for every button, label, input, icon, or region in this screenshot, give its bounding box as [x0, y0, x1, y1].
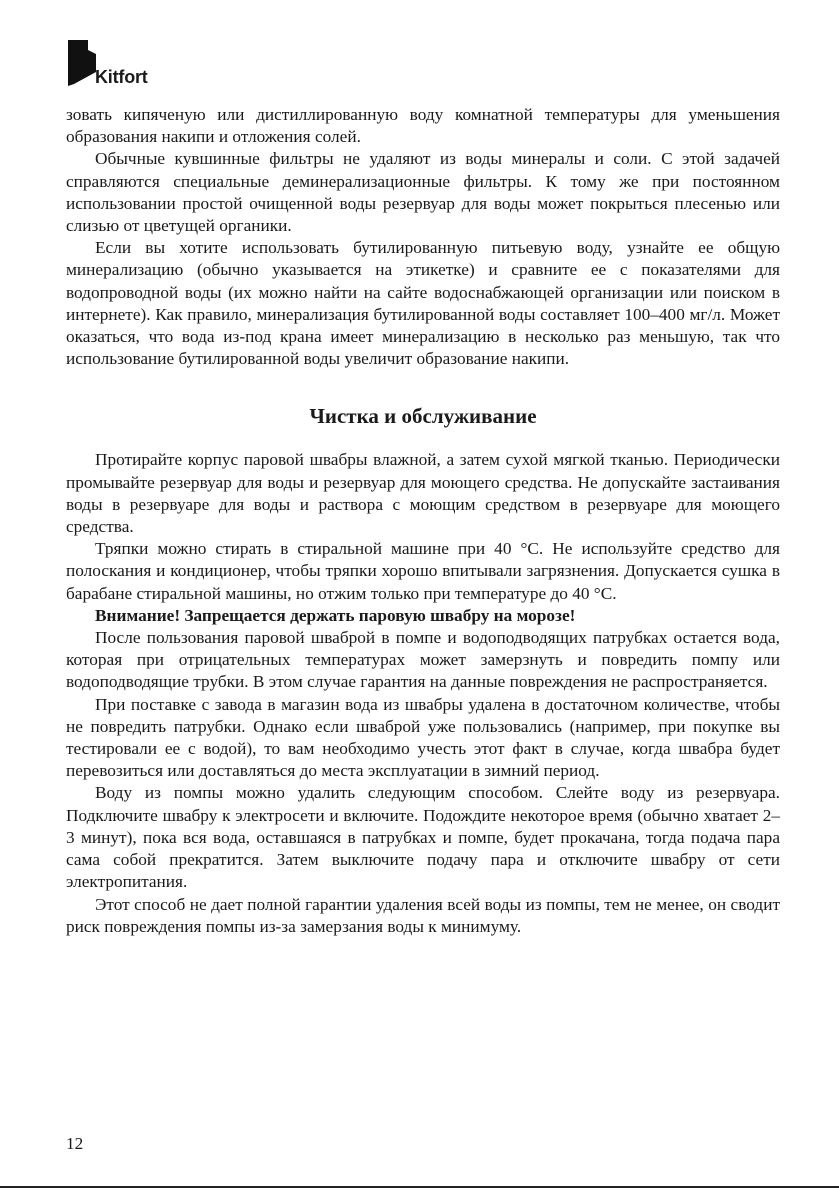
page-number: 12: [66, 1134, 84, 1153]
paragraph: зовать кипяченую или дистиллированную воду комнатной температуры для уменьшения образования накипи и отложения солей.: [66, 105, 780, 147]
warning-text: Внимание! Запрещается держать паровую швабру на морозе!: [95, 605, 576, 625]
paragraph: Протирайте корпус паровой швабры влажной, а затем сухой мягкой тканью. Периодически промывайте резервуар для воды и резервуар для моющего средства. Не допускайте застаивания воды в резервуаре для воды и раствора с моющим средством в резервуаре для моющего средства.: [66, 450, 780, 537]
section-heading: Чистка и обслуживание: [309, 404, 537, 429]
paragraph: Воду из помпы можно удалить следующим способом. Слейте воду из резервуара. Подключите швабру к электросети и включите. Подождите некоторое время (обычно хватает 2–3 минут), пока вся вода, оставшаяся в патрубках и помпе, будет прокачана, тогда подача пара сама собой прекратится. Затем выключите подачу пара и отключите швабру от сети электропитания.: [66, 783, 780, 892]
kitfort-logo-icon: [66, 40, 96, 86]
paragraph: После пользования паровой шваброй в помпе и водоподводящих патрубках остается вода, которая при отрицательных температурах может замерзнуть и повредить помпу или водоподводящие трубки. В этом случае гарантия на данные повреждения не распространяется.: [66, 628, 780, 692]
paragraph: При поставке с завода в магазин вода из швабры удалена в достаточном количестве, чтобы не повредить патрубки. Однако если шваброй уже пользовались (например, при покупке вы тестировали ее с водой), то вам необходимо учесть этот факт в случае, когда швабра будет перевозиться или доставляться до места эксплуатации в зимний период.: [66, 694, 780, 781]
paragraph: Если вы хотите использовать бутилированную питьевую воду, узнайте ее общую минерализацию (обычно указывается на этикетке) и сравните ее с показателями для водопроводной воды (их можно найти на сайте водоснабжающей организации или поиском в интернете). Как правило, минерализация бутилированной воды составляет 100–400 мг/л. Может оказаться, что вода из-под крана имеет минерализацию в несколько раз меньшую, так что использование бутилированной воды увеличит образование накипи.: [66, 238, 780, 369]
kitfort-logo: [66, 40, 166, 92]
paragraph: Тряпки можно стирать в стиральной машине при 40 °C. Не используйте средство для полоскания и кондиционер, чтобы тряпки хорошо впитывали загрязнения. Допускается сушка в барабане стиральной машины, но отжим только при температуре до 40 °C.: [66, 539, 780, 603]
page-content: [66, 104, 780, 938]
paragraph: Этот способ не дает полной гарантии удаления всей воды из помпы, тем не менее, он сводит риск повреждения помпы из-за замерзания воды к минимуму.: [66, 894, 780, 936]
paragraph: Обычные кувшинные фильтры не удаляют из воды минералы и соли. С этой задачей справляются специальные деминерализационные фильтры. К тому же при постоянном использовании простой очищенной воды резервуар для воды может покрыться плесенью или слизью от цветущей органики.: [66, 149, 780, 236]
bottom-divider: [0, 1186, 839, 1188]
brand-name: Kitfort: [95, 67, 148, 87]
